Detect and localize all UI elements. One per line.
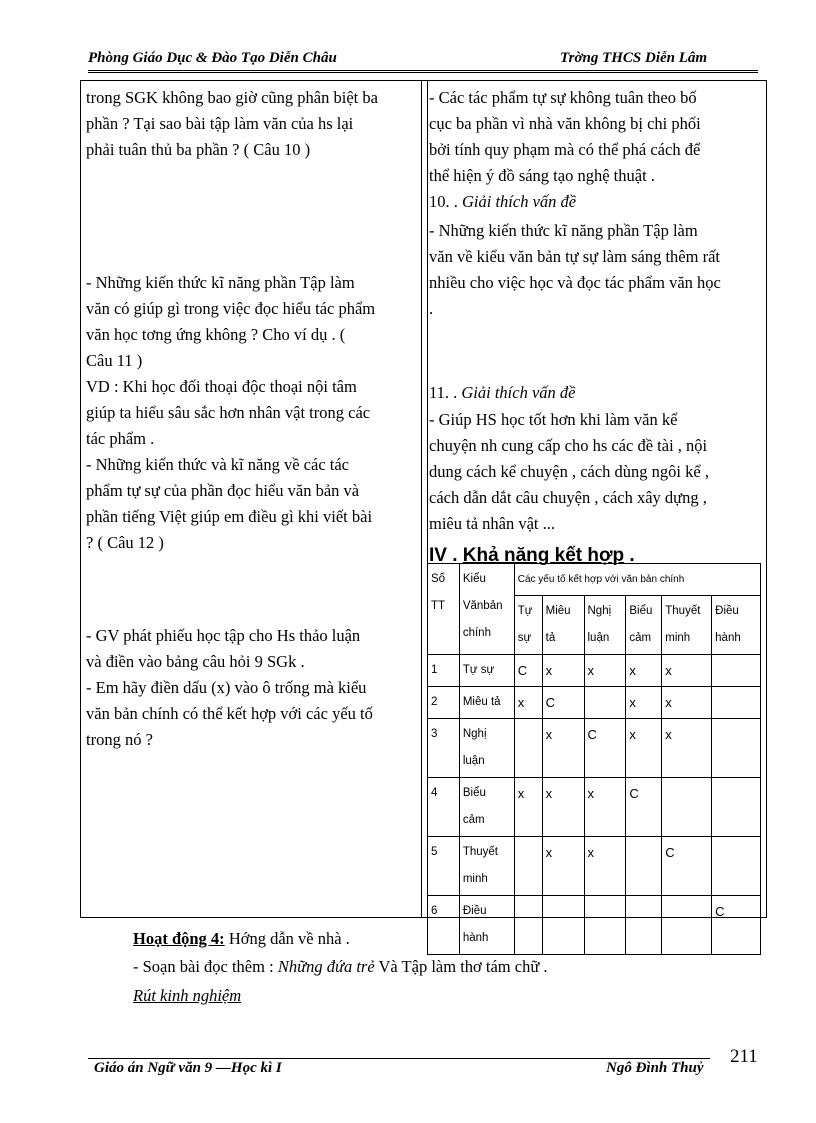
section-number: IV . bbox=[429, 545, 458, 566]
text-line: VD : Khi học đối thoại độc thoại nội tâm bbox=[86, 377, 357, 396]
header-right: Trờng THCS Diễn Lâm bbox=[560, 50, 708, 66]
mark-cell bbox=[712, 719, 761, 778]
heading-11 bbox=[429, 380, 576, 406]
activity-4-line bbox=[133, 929, 350, 949]
footer-left: Giáo án Ngữ văn 9 —Học kì I bbox=[94, 1060, 282, 1076]
table-header-row-1 bbox=[428, 564, 761, 596]
header-left: Phòng Giáo Dục & Đào Tạo Diễn Châu bbox=[88, 50, 337, 66]
activity-text: Hớng dẫn về nhà . bbox=[228, 929, 350, 948]
mark-cell: x bbox=[584, 655, 626, 687]
text-line: phần tiếng Việt giúp em điều gì khi viết bài bbox=[86, 507, 373, 526]
text-line: miêu tả nhân vật ... bbox=[429, 514, 556, 533]
text-line: - Em hãy điền dấu (x) vào ô trống mà kiểu bbox=[86, 678, 367, 697]
row-number: 5 bbox=[428, 837, 460, 896]
table-row bbox=[428, 687, 761, 719]
right-block-answer-10 bbox=[429, 85, 701, 189]
mark-cell bbox=[584, 896, 626, 955]
mark-cell: x bbox=[542, 778, 584, 837]
heading-10-text: Giải thích vấn đề bbox=[462, 192, 577, 211]
mark-cell bbox=[514, 837, 542, 896]
header-number: Số TT bbox=[428, 564, 460, 655]
text-line: - Các tác phẩm tự sự không tuân theo bố bbox=[429, 88, 697, 107]
row-type: Thuyết minh bbox=[459, 837, 514, 896]
mark-cell bbox=[626, 837, 662, 896]
heading-10-number: 10. . bbox=[429, 192, 458, 211]
text-line: cách dẫn dắt câu chuyện , cách xây dựng , bbox=[429, 488, 707, 507]
mark-cell bbox=[542, 896, 584, 955]
header-rule bbox=[88, 70, 758, 73]
text-line: - Giúp HS học tốt hơn khi làm văn kể bbox=[429, 410, 678, 429]
text-line: - Những kiến thức và kĩ năng về các tác bbox=[86, 455, 349, 474]
mark-cell: C bbox=[712, 896, 761, 955]
row-number: 4 bbox=[428, 778, 460, 837]
header-col: Thuyết minh bbox=[662, 596, 712, 655]
header-col: Miêu tả bbox=[542, 596, 584, 655]
lesson-notes-heading: Rút kinh nghiệm bbox=[133, 986, 242, 1005]
text-line: - Những kiến thức kĩ năng phần Tập làm bbox=[429, 221, 698, 240]
header-group: Các yếu tố kết hợp với văn bản chính bbox=[514, 564, 760, 596]
left-block-worksheet bbox=[86, 623, 373, 753]
mark-cell: x bbox=[584, 778, 626, 837]
text-line: văn bản chính có thể kết hợp với các yếu tố bbox=[86, 704, 373, 723]
mark-cell bbox=[514, 896, 542, 955]
mark-cell: x bbox=[662, 687, 712, 719]
mark-cell: C bbox=[542, 687, 584, 719]
section-title-dot: . bbox=[629, 545, 635, 566]
table-row bbox=[428, 655, 761, 687]
text-line: Câu 11 ) bbox=[86, 351, 143, 370]
row-type: Tự sự bbox=[459, 655, 514, 687]
heading-11-number: 11. . bbox=[429, 383, 458, 402]
text-line: cục ba phần vì nhà văn không bị chi phối bbox=[429, 114, 701, 133]
text-line: văn có giúp gì trong việc đọc hiểu tác phẩm bbox=[86, 299, 376, 318]
row-type: Nghị luận bbox=[459, 719, 514, 778]
table-row bbox=[428, 778, 761, 837]
text-line: . bbox=[429, 299, 434, 318]
footer-right: Ngô Đình Thuỷ bbox=[606, 1060, 704, 1076]
text-line: và điền vào bảng câu hỏi 9 SGk . bbox=[86, 652, 305, 671]
text-line: trong nó ? bbox=[86, 730, 153, 749]
text-line: phẩm tự sự của phần đọc hiểu văn bản và bbox=[86, 481, 360, 500]
text-line: dung cách kể chuyện , cách dùng ngôi kể , bbox=[429, 462, 709, 481]
text-line: văn về kiểu văn bản tự sự làm sáng thêm rất bbox=[429, 247, 720, 266]
right-block-answer-12 bbox=[429, 407, 709, 537]
row-type: Biểu cảm bbox=[459, 778, 514, 837]
mark-cell: x bbox=[662, 719, 712, 778]
text-line: phần ? Tại sao bài tập làm văn của hs lại bbox=[86, 114, 354, 133]
table-row bbox=[428, 719, 761, 778]
text-line: bởi tính quy phạm mà có thể phá cách để bbox=[429, 140, 701, 159]
mark-cell: x bbox=[662, 655, 712, 687]
row-type: Miêu tả bbox=[459, 687, 514, 719]
header-col: Biểu cảm bbox=[626, 596, 662, 655]
text-line: chuyện nh cung cấp cho hs các đề tài , nội bbox=[429, 436, 708, 455]
footer-rule bbox=[88, 1058, 710, 1059]
header-text-type: Kiểu Vănbản chính bbox=[459, 564, 514, 655]
mark-cell: x bbox=[584, 837, 626, 896]
left-block-question-10 bbox=[86, 85, 378, 163]
row-number: 1 bbox=[428, 655, 460, 687]
mark-cell: x bbox=[626, 719, 662, 778]
heading-11-text: Giải thích vấn đề bbox=[461, 383, 576, 402]
header-col: Điều hành bbox=[712, 596, 761, 655]
mark-cell bbox=[712, 778, 761, 837]
row-type: Điều hành bbox=[459, 896, 514, 955]
mark-cell bbox=[662, 896, 712, 955]
text-line: giúp ta hiểu sâu sắc hơn nhân vật trong các bbox=[86, 403, 371, 422]
mark-cell bbox=[662, 778, 712, 837]
activity-label: Hoạt động 4: bbox=[133, 929, 225, 948]
table-row bbox=[428, 896, 761, 955]
mark-cell: x bbox=[542, 655, 584, 687]
section-title-text: Khả năng kết hợp bbox=[462, 545, 625, 566]
homework-suffix: Và Tập làm thơ tám chữ . bbox=[378, 957, 548, 976]
mark-cell bbox=[514, 719, 542, 778]
mark-cell: C bbox=[514, 655, 542, 687]
table-row bbox=[428, 837, 761, 896]
text-line: văn học tơng ứng không ? Cho ví dụ . ( bbox=[86, 325, 346, 344]
mark-cell bbox=[712, 837, 761, 896]
mark-cell: C bbox=[626, 778, 662, 837]
mark-cell: x bbox=[514, 687, 542, 719]
text-line: tác phẩm . bbox=[86, 429, 155, 448]
text-line: - GV phát phiếu học tập cho Hs thảo luận bbox=[86, 626, 361, 645]
right-block-answer-11 bbox=[429, 218, 721, 322]
mark-cell bbox=[626, 896, 662, 955]
header-col: Tự sự bbox=[514, 596, 542, 655]
homework-prefix: - Soạn bài đọc thêm : bbox=[133, 957, 274, 976]
mark-cell bbox=[712, 655, 761, 687]
text-line: - Những kiến thức kĩ năng phần Tập làm bbox=[86, 273, 355, 292]
row-number: 2 bbox=[428, 687, 460, 719]
combination-table bbox=[427, 563, 761, 955]
mark-cell: x bbox=[626, 655, 662, 687]
column-divider bbox=[421, 80, 422, 918]
mark-cell: x bbox=[542, 719, 584, 778]
text-line: phải tuân thủ ba phần ? ( Câu 10 ) bbox=[86, 140, 311, 159]
heading-10 bbox=[429, 189, 576, 215]
row-number: 6 bbox=[428, 896, 460, 955]
text-line: thể hiện ý đồ sáng tạo nghệ thuật . bbox=[429, 166, 655, 185]
mark-cell bbox=[712, 687, 761, 719]
page-number: 211 bbox=[730, 1046, 758, 1067]
mark-cell: x bbox=[626, 687, 662, 719]
row-number: 3 bbox=[428, 719, 460, 778]
mark-cell: x bbox=[514, 778, 542, 837]
mark-cell: x bbox=[542, 837, 584, 896]
homework-line bbox=[133, 957, 548, 977]
text-line: trong SGK không bao giờ cũng phân biệt ba bbox=[86, 88, 378, 107]
text-line: ? ( Câu 12 ) bbox=[86, 533, 164, 552]
mark-cell: C bbox=[662, 837, 712, 896]
mark-cell bbox=[584, 687, 626, 719]
text-line: nhiều cho việc học và đọc tác phẩm văn học bbox=[429, 273, 721, 292]
left-block-question-11-12 bbox=[86, 270, 375, 556]
table-body bbox=[428, 655, 761, 955]
header-col: Nghị luận bbox=[584, 596, 626, 655]
homework-reading-title: Những đứa trẻ bbox=[277, 957, 375, 976]
mark-cell: C bbox=[584, 719, 626, 778]
